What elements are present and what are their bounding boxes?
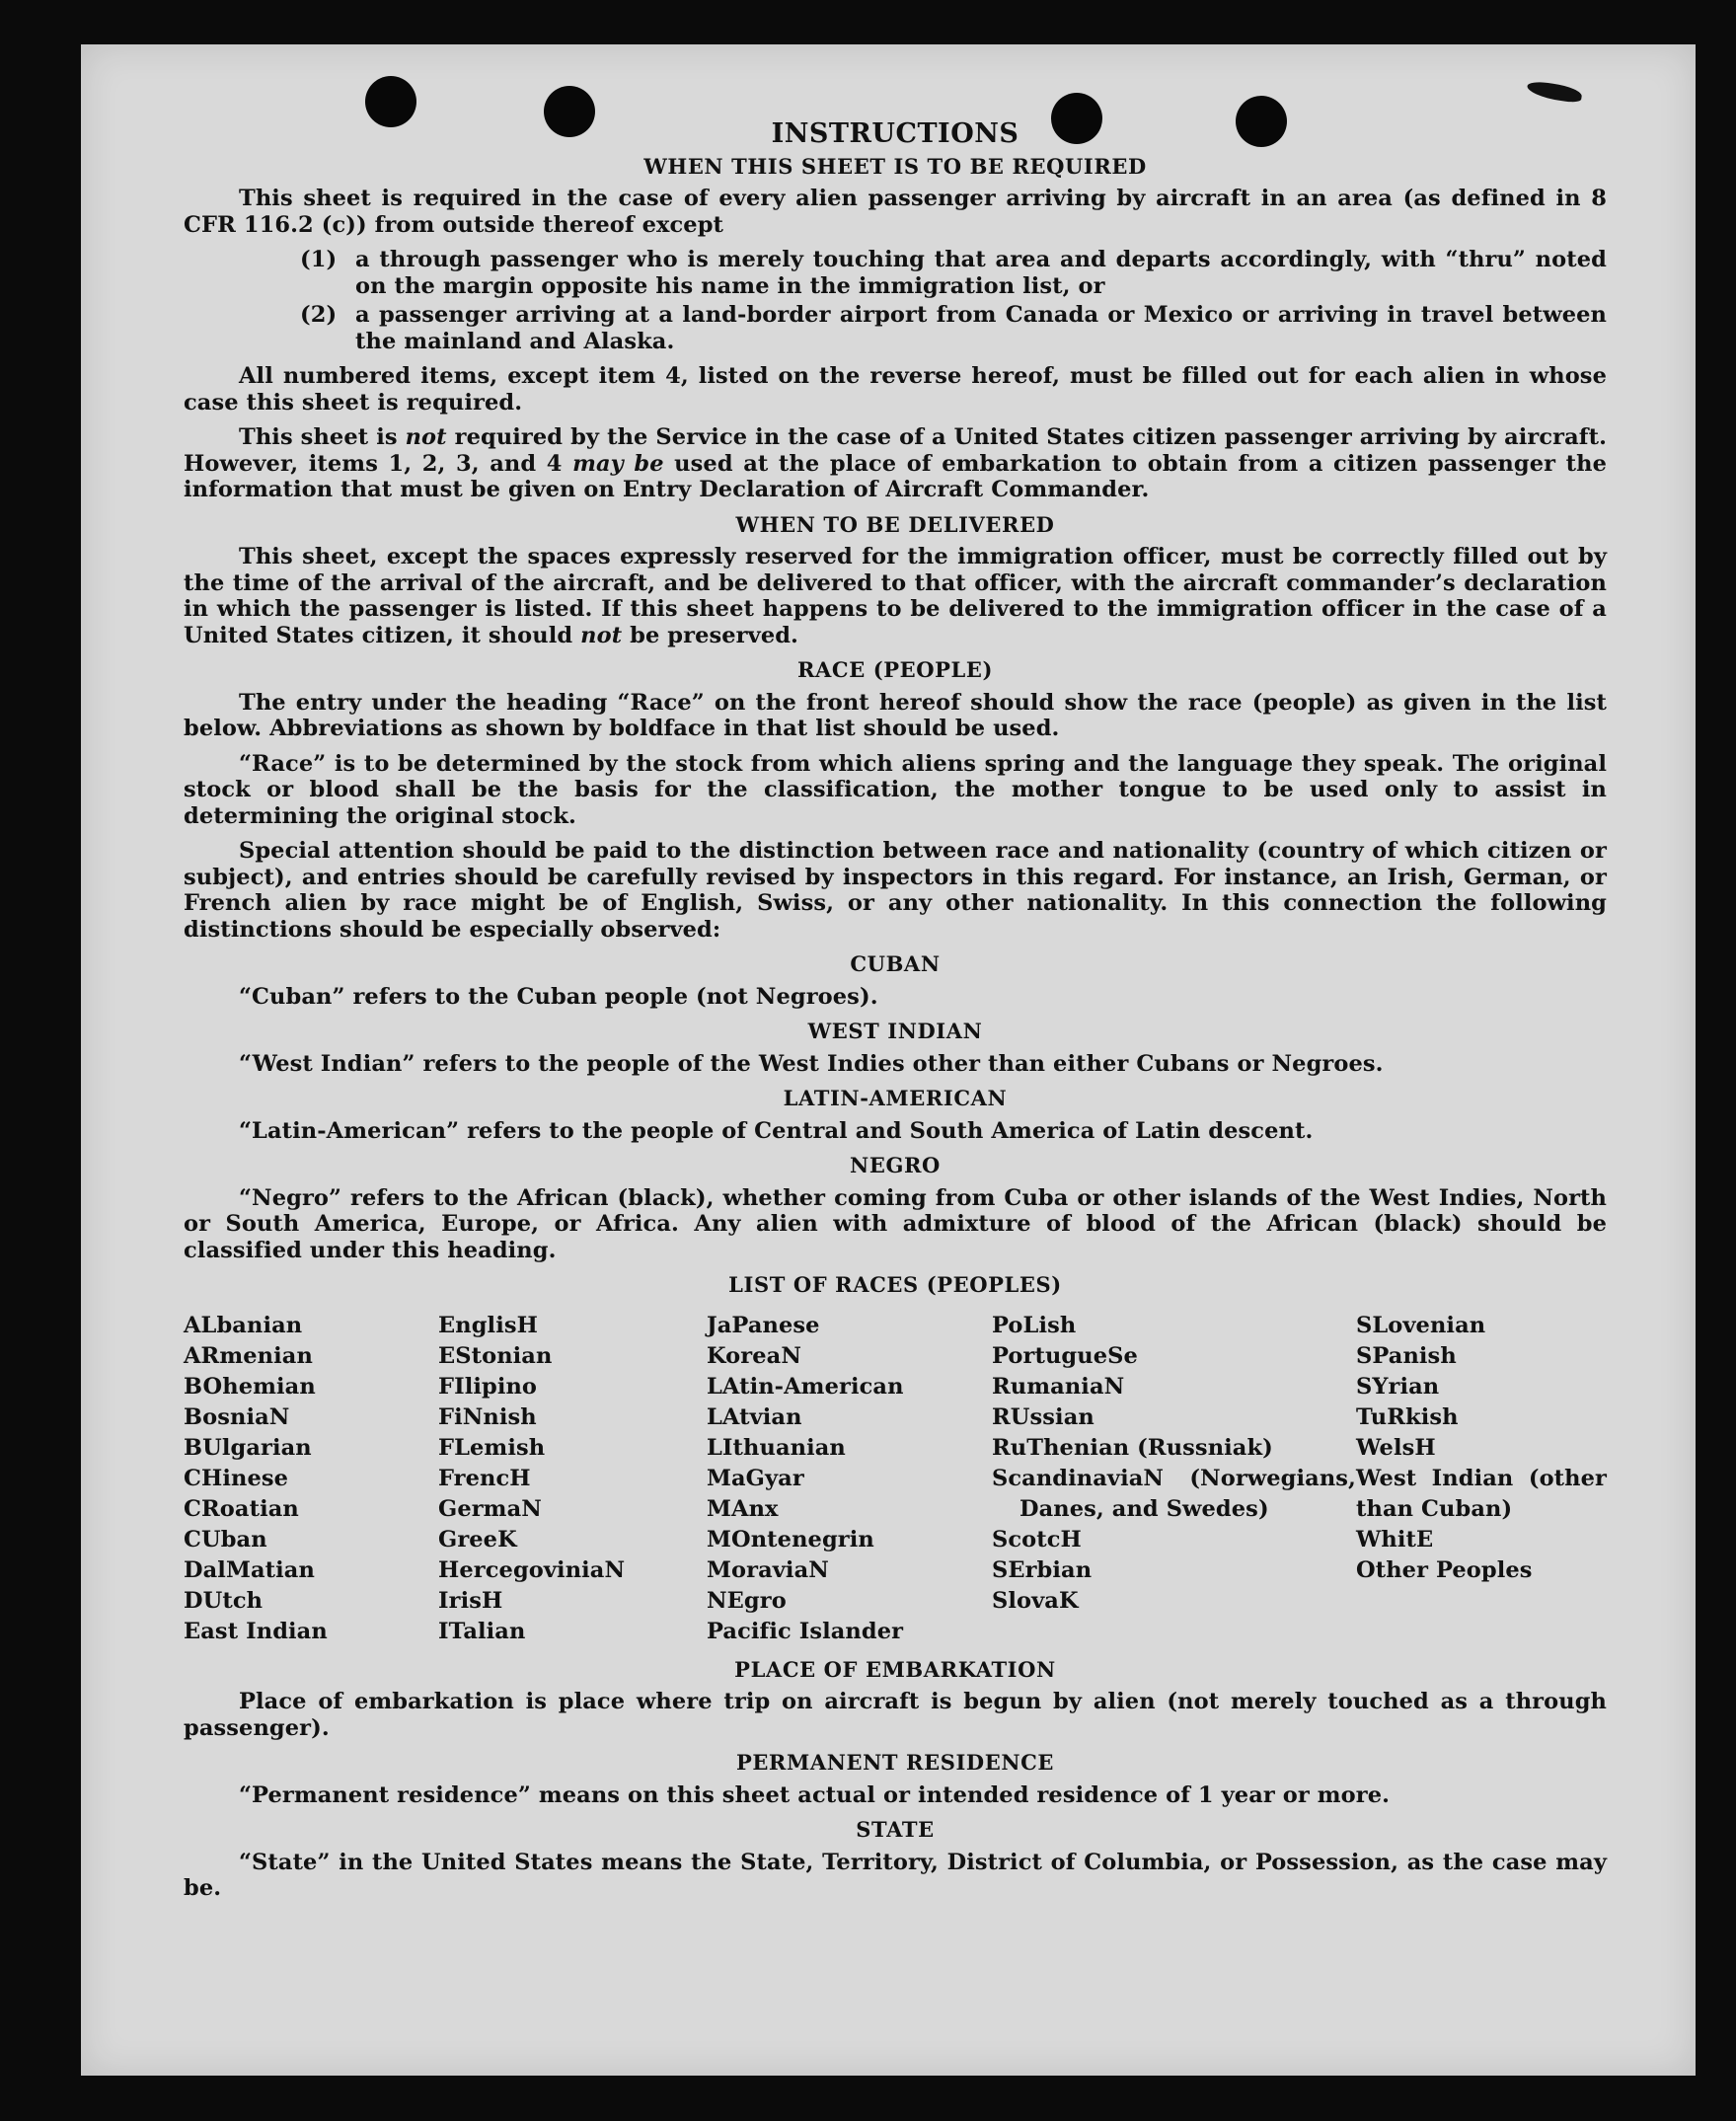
race-entry: Pacific Islander xyxy=(707,1618,904,1644)
race-entry: CHinese xyxy=(184,1465,289,1491)
race-entry: GreeK xyxy=(438,1526,517,1553)
document-sheet xyxy=(81,44,1696,2076)
race-entry: BUlgarian xyxy=(184,1434,312,1461)
race-entry: KoreaN xyxy=(707,1342,801,1369)
race-entry: JaPanese xyxy=(707,1312,820,1338)
definition-text: “Latin-American” refers to the people of Central and South America of Latin descent. xyxy=(239,1117,1314,1144)
page-title: INSTRUCTIONS xyxy=(771,118,1019,149)
race-entry: PoLish xyxy=(992,1312,1077,1338)
race-list xyxy=(184,1311,1607,1647)
race-entry: LIthuanian xyxy=(707,1434,846,1461)
race-entry: SYrian xyxy=(1356,1373,1440,1400)
paragraph: “Permanent residence” means on this sheet actual or intended residence of 1 year or more. xyxy=(239,1781,1391,1808)
paragraph: “Negro” refers to the African (black), whether coming from Cuba or other islands of the West Indies, North or South America, Europe, or Africa. Any alien with admixture of blood of the African (black) should be classified under this heading. xyxy=(184,1184,1607,1263)
race-entry: GermaN xyxy=(438,1495,542,1522)
race-entry: TuRkish xyxy=(1356,1403,1459,1430)
definition-text: “West Indian” refers to the people of the West Indies other than either Cubans or Negroes. xyxy=(239,1050,1384,1077)
race-entry: EStonian xyxy=(438,1342,553,1369)
race-entry: RuThenian (Russniak) xyxy=(992,1434,1273,1461)
paragraph: This sheet is not required by the Service in the case of a United States citizen passenger arriving by aircraft. However, items 1, 2, 3, and 4 may be used at the place of embarkation to obtain from a citizen passenger the information that must be given on Entry Declaration of Aircraft Commander. xyxy=(184,424,1607,502)
section-heading-when-required: WHEN THIS SHEET IS TO BE REQUIRED xyxy=(643,153,1147,179)
section-heading-west-indian: WEST INDIAN xyxy=(807,1019,983,1043)
race-entry: MAnx xyxy=(707,1495,779,1522)
race-entry: DUtch xyxy=(184,1587,264,1614)
race-entry: MoraviaN xyxy=(707,1556,829,1583)
paragraph: All numbered items, except item 4, listed on the reverse hereof, must be filled out for each alien in whose case this sheet is required. xyxy=(184,363,1607,416)
race-entry: SErbian xyxy=(992,1556,1093,1583)
race-entry: NEgro xyxy=(707,1587,787,1614)
race-entry: SLovenian xyxy=(1356,1312,1486,1338)
race-column xyxy=(1356,1311,1607,1647)
race-entry: West Indian (other than Cuban) xyxy=(1356,1465,1607,1522)
section-heading-state: STATE xyxy=(856,1817,935,1842)
paragraph: This sheet is required in the case of every alien passenger arriving by aircraft in an area (as defined in 8 CFR 116.2 (c)) from outside thereof except xyxy=(184,186,1607,238)
definition-text: “Cuban” refers to the Cuban people (not Negroes). xyxy=(239,983,878,1010)
section-heading-latin-american: LATIN-AMERICAN xyxy=(783,1086,1008,1110)
race-entry: RUssian xyxy=(992,1403,1094,1430)
paragraph: The entry under the heading “Race” on the front hereof should show the race (people) as given in the list below. Abbreviations as shown by boldface in that list should be used. xyxy=(184,689,1607,741)
race-entry: SPanish xyxy=(1356,1342,1457,1369)
race-entry: ALbanian xyxy=(184,1312,303,1338)
exception-number: (1) xyxy=(300,247,338,272)
race-entry: BosniaN xyxy=(184,1403,290,1430)
race-entry: LAtin-American xyxy=(707,1373,904,1400)
race-entry: LAtvian xyxy=(707,1403,802,1430)
section-heading-cuban: CUBAN xyxy=(850,951,941,976)
race-entry: Other Peoples xyxy=(1356,1556,1533,1583)
paragraph: “Race” is to be determined by the stock from which aliens spring and the language they speak. The original stock or blood shall be the basis for the classification, the mother tongue to be used only to assist in determining the original stock. xyxy=(184,750,1607,829)
section-heading-embarkation: PLACE OF EMBARKATION xyxy=(734,1656,1056,1682)
race-entry: PortugueSe xyxy=(992,1342,1138,1369)
paragraph: Special attention should be paid to the distinction between race and nationality (country of which citizen or subject), and entries should be carefully revised by inspectors in this regard. For instance, an Irish, German, or French alien by race might be of English, Swiss, or any other nationality. In this connection the following distinctions should be especially observed: xyxy=(184,838,1607,943)
section-heading-list-of-races: LIST OF RACES (PEOPLES) xyxy=(728,1272,1062,1297)
race-entry: MaGyar xyxy=(707,1465,804,1491)
race-column xyxy=(992,1311,1356,1647)
race-entry: SlovaK xyxy=(992,1587,1079,1614)
race-entry: BOhemian xyxy=(184,1373,316,1400)
race-entry: ARmenian xyxy=(184,1342,313,1369)
race-column xyxy=(707,1311,992,1647)
instructions-content xyxy=(184,118,1607,1911)
section-heading-negro: NEGRO xyxy=(850,1153,941,1177)
race-entry: CRoatian xyxy=(184,1495,299,1522)
race-entry: CUban xyxy=(184,1526,267,1553)
paragraph: Place of embarkation is place where trip on aircraft is begun by alien (not merely touched as a through passenger). xyxy=(184,1689,1607,1741)
race-column xyxy=(438,1311,707,1647)
race-entry: EnglisH xyxy=(438,1312,538,1338)
section-heading-race: RACE (PEOPLE) xyxy=(796,657,994,682)
race-entry: East Indian xyxy=(184,1618,328,1644)
exception-number: (2) xyxy=(300,302,338,328)
race-entry: ScandinaviaN (Norwegians, Danes, and Swedes) xyxy=(992,1465,1356,1522)
exception-item xyxy=(184,247,1607,299)
torn-corner-mark xyxy=(1526,80,1583,104)
race-entry: MOntenegrin xyxy=(707,1526,874,1553)
race-entry: HercegoviniaN xyxy=(438,1556,626,1583)
race-entry: FIlipino xyxy=(438,1373,538,1400)
race-entry: ScotcH xyxy=(992,1526,1082,1553)
race-column xyxy=(184,1311,438,1647)
punch-hole xyxy=(365,76,416,127)
exception-item xyxy=(184,302,1607,354)
section-heading-when-delivered: WHEN TO BE DELIVERED xyxy=(735,511,1055,537)
exception-text: a passenger arriving at a land-border airport from Canada or Mexico or arriving in travel between the mainland and Alaska. xyxy=(355,302,1607,354)
race-entry: RumaniaN xyxy=(992,1373,1125,1400)
race-entry: IrisH xyxy=(438,1587,503,1614)
race-entry: DalMatian xyxy=(184,1556,315,1583)
paragraph: This sheet, except the spaces expressly reserved for the immigration officer, must be correctly filled out by the time of the arrival of the aircraft, and be delivered to that officer, with the aircraft commander’s declaration in which the passenger is listed. If this sheet happens to be delivered to the immigration officer in the case of a United States citizen, it should not be preserved. xyxy=(184,544,1607,648)
race-entry: FLemish xyxy=(438,1434,546,1461)
race-entry: ITalian xyxy=(438,1618,526,1644)
exception-text: a through passenger who is merely touching that area and departs accordingly, with “thru” noted on the margin opposite his name in the immigration list, or xyxy=(355,247,1607,299)
section-heading-permanent-residence: PERMANENT RESIDENCE xyxy=(735,1750,1055,1775)
paragraph: “State” in the United States means the State, Territory, District of Columbia, or Possession, as the case may be. xyxy=(184,1849,1607,1901)
race-entry: WelsH xyxy=(1356,1434,1436,1461)
race-entry: FrencH xyxy=(438,1465,531,1491)
race-entry: WhitE xyxy=(1356,1526,1434,1553)
race-entry: FiNnish xyxy=(438,1403,537,1430)
